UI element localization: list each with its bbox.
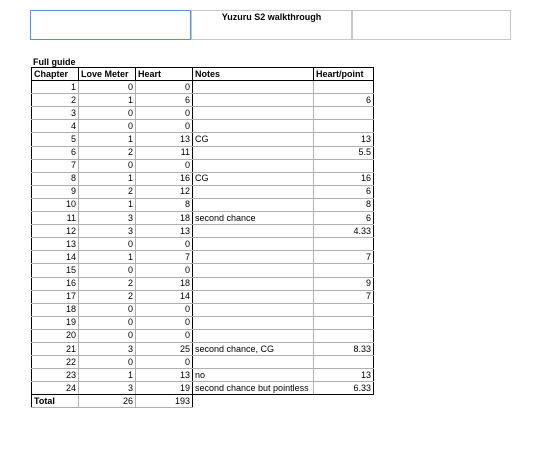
chapter-cell[interactable]: 4 (32, 120, 79, 133)
chapter-cell[interactable]: 5 (32, 133, 79, 146)
heart-per-point-cell[interactable]: 8.33 (314, 342, 374, 355)
table-row (32, 356, 374, 369)
love-meter-cell[interactable]: 0 (79, 159, 136, 172)
love-meter-cell[interactable]: 2 (79, 290, 136, 303)
table-row (32, 342, 374, 355)
chapter-cell[interactable]: 19 (32, 316, 79, 329)
table-row (32, 120, 374, 133)
notes-cell[interactable] (193, 146, 314, 159)
chapter-cell[interactable]: 2 (32, 94, 79, 107)
heart-cell[interactable]: 14 (136, 290, 193, 303)
heart-per-point-cell[interactable] (314, 303, 374, 316)
table-row (32, 133, 374, 146)
notes-cell[interactable]: no (193, 369, 314, 382)
heart-per-point-cell[interactable] (314, 264, 374, 277)
heart-cell[interactable]: 19 (136, 382, 193, 395)
table-row (32, 329, 374, 342)
total-row (32, 395, 374, 408)
notes-cell[interactable] (193, 264, 314, 277)
notes-cell[interactable] (193, 120, 314, 133)
table-header-row (32, 68, 374, 81)
heart-per-point-cell[interactable] (314, 120, 374, 133)
heart-cell[interactable]: 6 (136, 94, 193, 107)
love-meter-cell[interactable]: 0 (79, 107, 136, 120)
notes-cell[interactable]: second chance, CG (193, 342, 314, 355)
heart-per-point-cell[interactable]: 6 (314, 185, 374, 198)
chapter-cell[interactable]: 21 (32, 342, 79, 355)
chapter-cell[interactable]: 8 (32, 172, 79, 185)
notes-cell[interactable] (193, 94, 314, 107)
notes-cell[interactable] (193, 303, 314, 316)
love-meter-cell[interactable]: 0 (79, 329, 136, 342)
heart-cell[interactable]: 16 (136, 172, 193, 185)
love-meter-cell[interactable]: 3 (79, 342, 136, 355)
notes-cell[interactable]: CG (193, 133, 314, 146)
chapter-cell[interactable]: 17 (32, 290, 79, 303)
heart-cell[interactable]: 11 (136, 146, 193, 159)
heart-cell[interactable]: 13 (136, 369, 193, 382)
love-meter-cell[interactable]: 0 (79, 356, 136, 369)
heart-cell[interactable]: 0 (136, 329, 193, 342)
heart-cell[interactable]: 7 (136, 251, 193, 264)
header-love-meter[interactable]: Love Meter (79, 68, 136, 81)
chapter-cell[interactable]: 6 (32, 146, 79, 159)
love-meter-cell[interactable]: 3 (79, 212, 136, 225)
chapter-cell[interactable]: 3 (32, 107, 79, 120)
table-row (32, 94, 374, 107)
empty-header-cell[interactable] (352, 10, 511, 40)
love-meter-cell[interactable]: 1 (79, 172, 136, 185)
heart-cell[interactable]: 13 (136, 133, 193, 146)
love-meter-cell[interactable]: 2 (79, 185, 136, 198)
total-heart[interactable]: 193 (136, 395, 193, 408)
heart-per-point-cell[interactable]: 9 (314, 277, 374, 290)
table-row (32, 159, 374, 172)
notes-cell[interactable] (193, 251, 314, 264)
chapter-cell[interactable]: 7 (32, 159, 79, 172)
heart-cell[interactable]: 13 (136, 225, 193, 238)
heart-cell[interactable]: 0 (136, 356, 193, 369)
love-meter-cell[interactable]: 1 (79, 251, 136, 264)
heart-per-point-cell[interactable] (314, 316, 374, 329)
header-heart-per-point[interactable]: Heart/point (314, 68, 374, 81)
heart-per-point-cell[interactable]: 8 (314, 198, 374, 211)
love-meter-cell[interactable]: 2 (79, 146, 136, 159)
heart-cell[interactable]: 0 (136, 81, 193, 94)
notes-cell[interactable] (193, 225, 314, 238)
notes-cell[interactable] (193, 316, 314, 329)
heart-cell[interactable]: 18 (136, 212, 193, 225)
table-row (32, 107, 374, 120)
selected-cell[interactable] (30, 10, 191, 40)
heart-per-point-cell[interactable]: 6 (314, 94, 374, 107)
header-chapter[interactable]: Chapter (32, 68, 79, 81)
notes-cell[interactable]: second chance (193, 212, 314, 225)
table-row (32, 212, 374, 225)
notes-cell[interactable] (193, 185, 314, 198)
heart-cell[interactable]: 0 (136, 159, 193, 172)
table-row (32, 198, 374, 211)
heart-per-point-cell[interactable] (314, 356, 374, 369)
love-meter-cell[interactable]: 1 (79, 198, 136, 211)
notes-cell[interactable] (193, 290, 314, 303)
table-row (32, 146, 374, 159)
table-row (32, 185, 374, 198)
table-row (32, 81, 374, 94)
heart-per-point-cell[interactable] (314, 329, 374, 342)
chapter-cell[interactable]: 13 (32, 238, 79, 251)
heart-per-point-cell[interactable]: 6 (314, 212, 374, 225)
chapter-cell[interactable]: 18 (32, 303, 79, 316)
love-meter-cell[interactable]: 3 (79, 382, 136, 395)
header-heart[interactable]: Heart (136, 68, 193, 81)
heart-per-point-cell[interactable] (314, 238, 374, 251)
notes-cell[interactable] (193, 356, 314, 369)
chapter-cell[interactable]: 11 (32, 212, 79, 225)
heart-per-point-cell[interactable]: 16 (314, 172, 374, 185)
total-love-meter[interactable]: 26 (79, 395, 136, 408)
love-meter-cell[interactable]: 3 (79, 225, 136, 238)
notes-cell[interactable] (193, 159, 314, 172)
heart-cell[interactable]: 0 (136, 120, 193, 133)
heart-per-point-cell[interactable]: 7 (314, 251, 374, 264)
notes-cell[interactable] (193, 198, 314, 211)
chapter-cell[interactable]: 12 (32, 225, 79, 238)
notes-cell[interactable] (193, 81, 314, 94)
notes-cell[interactable] (193, 238, 314, 251)
heart-cell[interactable]: 8 (136, 198, 193, 211)
chapter-cell[interactable]: 20 (32, 329, 79, 342)
heart-cell[interactable]: 25 (136, 342, 193, 355)
notes-cell[interactable] (193, 107, 314, 120)
heart-per-point-cell[interactable]: 7 (314, 290, 374, 303)
love-meter-cell[interactable]: 1 (79, 94, 136, 107)
sheet-title: Yuzuru S2 walkthrough (221, 12, 322, 22)
chapter-cell[interactable]: 15 (32, 264, 79, 277)
notes-cell[interactable]: CG (193, 172, 314, 185)
table-row (32, 382, 374, 395)
love-meter-cell[interactable]: 1 (79, 133, 136, 146)
chapter-cell[interactable]: 24 (32, 382, 79, 395)
love-meter-cell[interactable]: 0 (79, 316, 136, 329)
chapter-cell[interactable]: 16 (32, 277, 79, 290)
chapter-cell[interactable]: 10 (32, 198, 79, 211)
heart-per-point-cell[interactable]: 13 (314, 133, 374, 146)
love-meter-cell[interactable]: 0 (79, 303, 136, 316)
love-meter-cell[interactable]: 0 (79, 238, 136, 251)
notes-cell[interactable]: second chance but pointless (193, 382, 314, 395)
heart-cell[interactable]: 12 (136, 185, 193, 198)
chapter-cell[interactable]: 22 (32, 356, 79, 369)
heart-cell[interactable]: 0 (136, 264, 193, 277)
chapter-cell[interactable]: 23 (32, 369, 79, 382)
table-row (32, 238, 374, 251)
chapter-cell[interactable]: 14 (32, 251, 79, 264)
heart-per-point-cell[interactable]: 5.5 (314, 146, 374, 159)
heart-cell[interactable]: 0 (136, 316, 193, 329)
table-row (32, 225, 374, 238)
heart-per-point-cell[interactable]: 4.33 (314, 225, 374, 238)
heart-cell[interactable]: 0 (136, 303, 193, 316)
table-row (32, 290, 374, 303)
table-row (32, 369, 374, 382)
love-meter-cell[interactable]: 0 (79, 120, 136, 133)
love-meter-cell[interactable]: 2 (79, 277, 136, 290)
chapter-cell[interactable]: 1 (32, 81, 79, 94)
table-row (32, 264, 374, 277)
section-title: Full guide (33, 57, 76, 67)
heart-cell[interactable]: 0 (136, 238, 193, 251)
notes-cell[interactable] (193, 277, 314, 290)
heart-cell[interactable]: 18 (136, 277, 193, 290)
heart-cell[interactable]: 0 (136, 107, 193, 120)
total-label[interactable]: Total (32, 395, 79, 408)
header-notes[interactable]: Notes (193, 68, 314, 81)
table-row (32, 172, 374, 185)
love-meter-cell[interactable]: 0 (79, 81, 136, 94)
heart-per-point-cell[interactable] (314, 159, 374, 172)
heart-per-point-cell[interactable]: 6.33 (314, 382, 374, 395)
guide-table (31, 67, 374, 408)
love-meter-cell[interactable]: 1 (79, 369, 136, 382)
heart-per-point-cell[interactable]: 13 (314, 369, 374, 382)
love-meter-cell[interactable]: 0 (79, 264, 136, 277)
heart-per-point-cell[interactable] (314, 107, 374, 120)
chapter-cell[interactable]: 9 (32, 185, 79, 198)
table-row (32, 316, 374, 329)
notes-cell[interactable] (193, 329, 314, 342)
table-row (32, 277, 374, 290)
heart-per-point-cell[interactable] (314, 81, 374, 94)
table-row (32, 251, 374, 264)
table-row (32, 303, 374, 316)
